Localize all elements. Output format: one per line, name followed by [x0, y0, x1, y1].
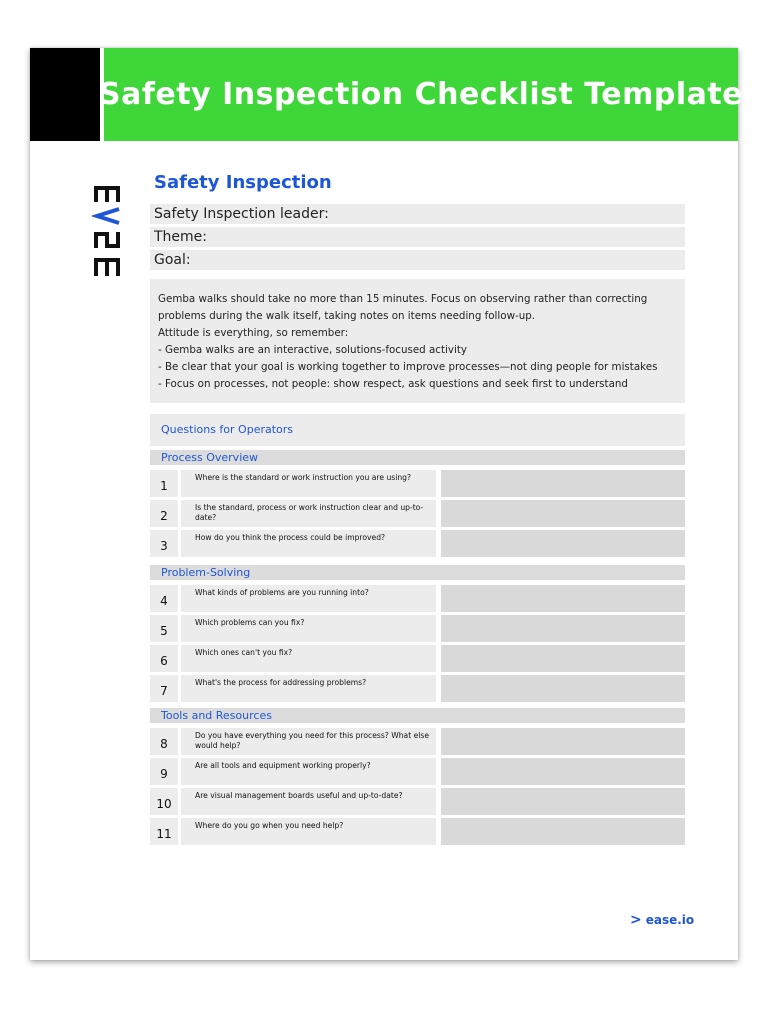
category-tools-resources: Tools and Resources: [150, 708, 685, 723]
answer-field[interactable]: [441, 500, 685, 527]
header-banner: [98, 48, 744, 141]
questions-heading: Questions for Operators: [150, 414, 685, 446]
field-goal[interactable]: Goal:: [150, 250, 685, 270]
chevron-right-icon: >: [630, 912, 642, 928]
question-text: What's the process for addressing problems?: [181, 675, 436, 702]
question-row: [150, 728, 685, 755]
notes-line: problems during the walk itself, taking notes on items needing follow-up.: [158, 310, 536, 322]
answer-field[interactable]: [441, 818, 685, 845]
category-process-overview: Process Overview: [150, 450, 685, 465]
page-title: Safety Inspection Checklist Template: [98, 77, 744, 112]
question-number: 11: [150, 818, 178, 845]
question-text: How do you think the process could be improved?: [181, 530, 436, 557]
notes-line: - Focus on processes, not people: show respect, ask questions and seek first to understand: [158, 378, 628, 390]
question-number: 10: [150, 788, 178, 815]
answer-field[interactable]: [441, 788, 685, 815]
question-row: [150, 675, 685, 702]
question-number: 8: [150, 728, 178, 755]
answer-field[interactable]: [441, 645, 685, 672]
question-text: Are visual management boards useful and up-to-date?: [181, 788, 436, 815]
question-text: Where do you go when you need help?: [181, 818, 436, 845]
question-row: [150, 818, 685, 845]
question-number: 3: [150, 530, 178, 557]
question-row: [150, 585, 685, 612]
question-row: [150, 470, 685, 497]
ease-logo: [92, 184, 122, 280]
question-text: Which problems can you fix?: [181, 615, 436, 642]
question-number: 9: [150, 758, 178, 785]
website-link-text: ease.io: [645, 913, 695, 927]
question-row: [150, 615, 685, 642]
header-black-block: [30, 48, 100, 141]
answer-field[interactable]: [441, 615, 685, 642]
question-row: [150, 788, 685, 815]
field-theme[interactable]: Theme:: [150, 227, 685, 247]
answer-field[interactable]: [441, 675, 685, 702]
question-number: 5: [150, 615, 178, 642]
answer-field[interactable]: [441, 470, 685, 497]
section-title: Safety Inspection: [154, 172, 332, 193]
question-number: 4: [150, 585, 178, 612]
info-fields: [150, 204, 685, 273]
notes-line: - Be clear that your goal is working together to improve processes—not ding people for mistakes: [158, 361, 658, 373]
guidance-notes: [150, 279, 685, 403]
question-row: [150, 500, 685, 527]
website-link[interactable]: [630, 912, 694, 928]
document-page: [30, 48, 744, 960]
notes-line: Gemba walks should take no more than 15 minutes. Focus on observing rather than correcting: [158, 293, 648, 305]
answer-field[interactable]: [441, 530, 685, 557]
question-row: [150, 758, 685, 785]
question-number: 2: [150, 500, 178, 527]
question-text: Is the standard, process or work instruction clear and up-to-date?: [181, 500, 436, 527]
question-text: Which ones can't you fix?: [181, 645, 436, 672]
field-leader[interactable]: Safety Inspection leader:: [150, 204, 685, 224]
question-row: [150, 530, 685, 557]
answer-field[interactable]: [441, 585, 685, 612]
answer-field[interactable]: [441, 728, 685, 755]
question-number: 7: [150, 675, 178, 702]
notes-line: Attitude is everything, so remember:: [158, 327, 349, 339]
question-text: Do you have everything you need for this process? What else would help?: [181, 728, 436, 755]
question-text: Where is the standard or work instruction you are using?: [181, 470, 436, 497]
question-number: 6: [150, 645, 178, 672]
question-row: [150, 645, 685, 672]
answer-field[interactable]: [441, 758, 685, 785]
category-problem-solving: Problem-Solving: [150, 565, 685, 580]
question-number: 1: [150, 470, 178, 497]
question-text: Are all tools and equipment working properly?: [181, 758, 436, 785]
notes-line: - Gemba walks are an interactive, solutions-focused activity: [158, 344, 467, 356]
question-text: What kinds of problems are you running into?: [181, 585, 436, 612]
